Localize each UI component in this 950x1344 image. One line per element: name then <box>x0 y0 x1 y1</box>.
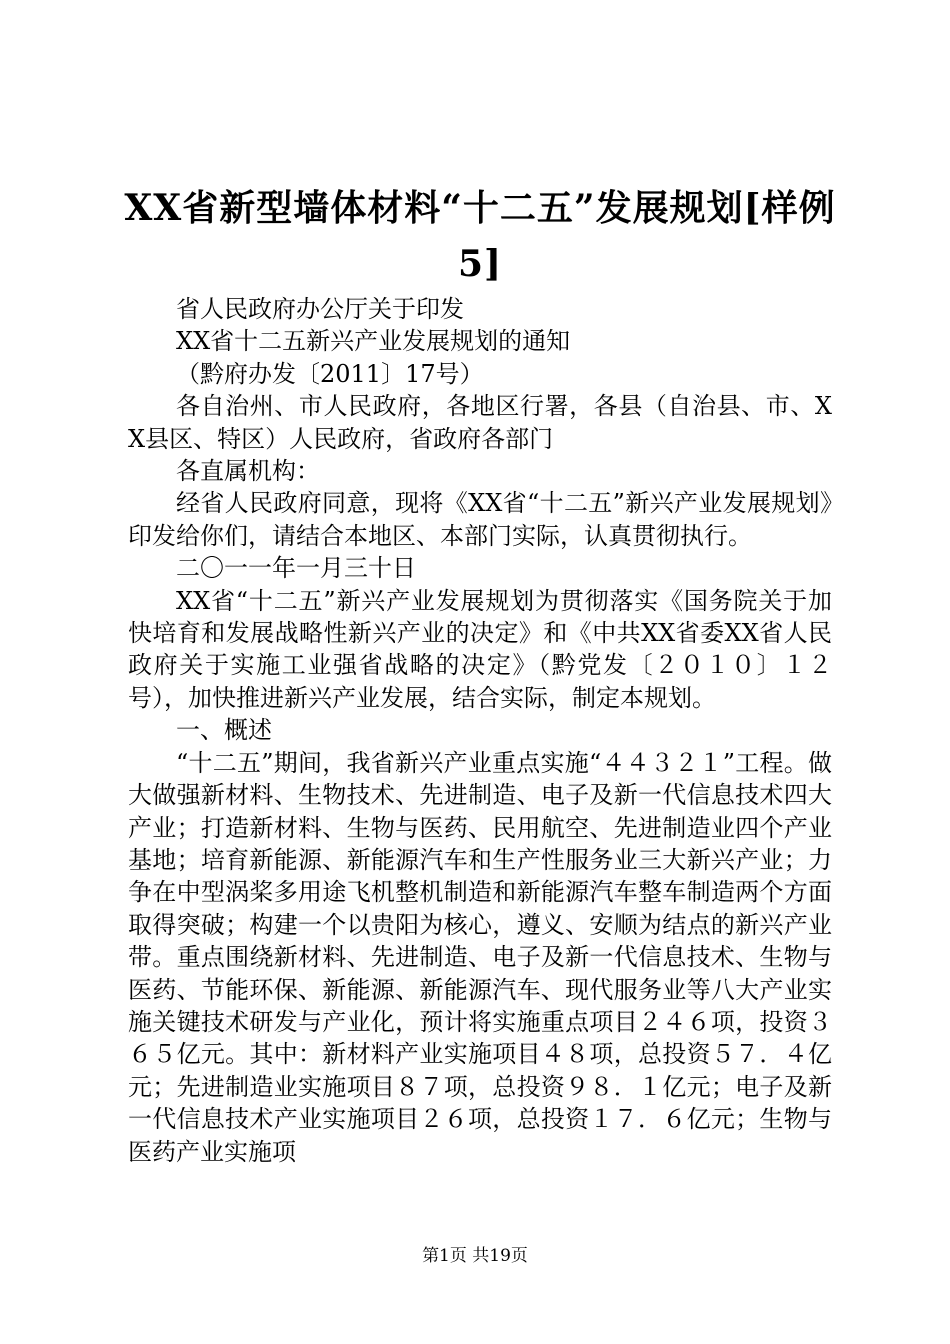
paragraph-document-number: （黔府办发〔2011〕17号） <box>176 359 484 388</box>
document-title: XX省新型墙体材料“十二五”发展规划[样例5] <box>124 187 836 285</box>
paragraph-recipients-continued: 各直属机构： <box>176 457 320 486</box>
page-footer: 第1页 共19页 <box>422 1246 528 1266</box>
section-heading-overview: 一、概述 <box>176 716 272 745</box>
paragraph-recipients: 各自治州、市人民政府，各地区行署，各县（自治县、市、XX县区、特区）人民政府，省政府各部门 <box>128 392 832 453</box>
paragraph-overview-body: “十二五”期间，我省新兴产业重点实施“４４３２１”工程。做大做强新材料、生物技术、先进制造、电子及新一代信息技术四大产业；打造新材料、生物与医药、民用航空、先进制造业四个产业基地；培育新能源、新能源汽车和生产性服务业三大新兴产业；力争在中型涡桨多用途飞机整机制造和新能源汽车整车制造两个方面取得突破；构建一个以贵阳为核心，遵义、安顺为结点的新兴产业带。重点围绕新材料、先进制造、电子及新一代信息技术、生物与医药、节能环保、新能源、新能源汽车、现代服务业等八大产业实施关键技术研发与产业化，预计将实施重点项目２４６项，投资３６５亿元。其中：新材料产业实施项目４８项，总投资５７．４亿元；先进制造业实施项目８７项，总投资９８．１亿元；电子及新一代信息技术产业实施项目２６项，总投资１７．６亿元；生物与医药产业实施项 <box>128 748 832 1166</box>
document-body <box>128 293 832 1168</box>
paragraph-notice-body: 经省人民政府同意，现将《XX省“十二五”新兴产业发展规划》印发给你们，请结合本地区、本部门实际，认真贯彻执行。 <box>128 489 832 550</box>
paragraph-notice-heading-2: XX省十二五新兴产业发展规划的通知 <box>176 327 571 356</box>
paragraph-plan-intro: XX省“十二五”新兴产业发展规划为贯彻落实《国务院关于加快培育和发展战略性新兴产业的决定》和《中共XX省委XX省人民政府关于实施工业强省战略的决定》（黔党发〔２０１０〕１２号），加快推进新兴产业发展，结合实际，制定本规划。 <box>128 586 832 712</box>
paragraph-notice-heading-1: 省人民政府办公厅关于印发 <box>176 295 464 323</box>
paragraph-date: 二〇一一年一月三十日 <box>176 554 416 583</box>
